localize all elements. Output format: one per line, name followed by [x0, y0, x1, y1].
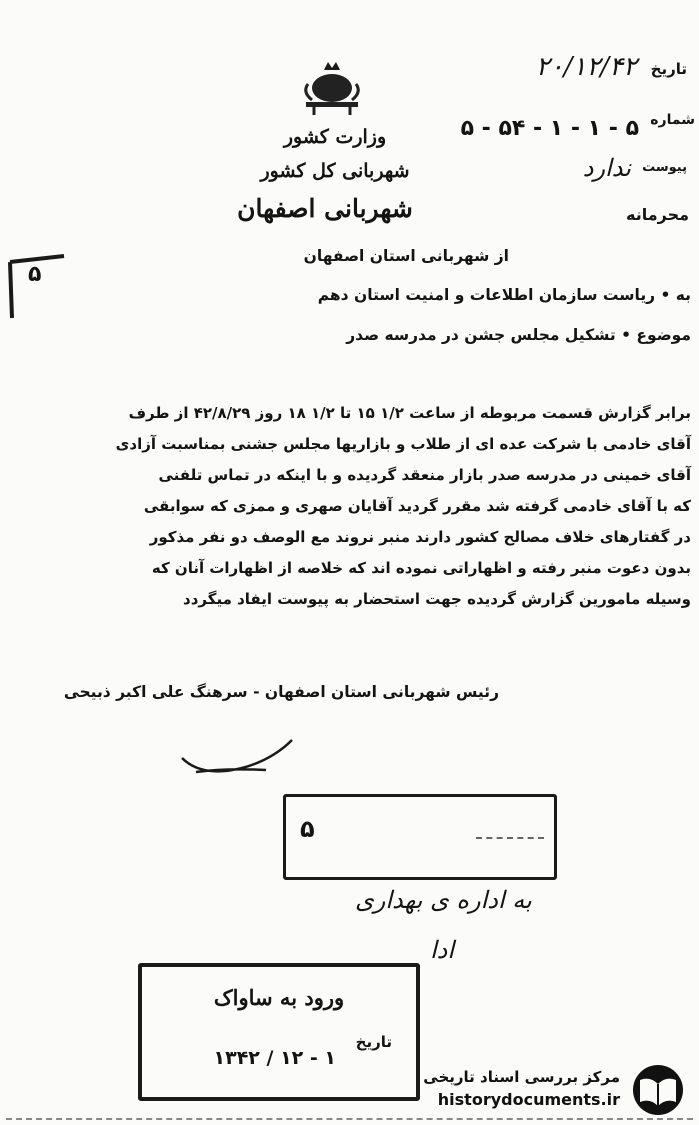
body-line: در گفتارهای خلاف مصالح کشور دارند منبر نروند مع الوصف دو نفر مذکور [149, 528, 691, 546]
body-line: برابر گزارش قسمت مربوطه از ساعت ۱/۲ ۱۵ تا ۱/۲ ۱۸ روز ۴۲/۸/۲۹ از طرف [128, 404, 691, 422]
attachment-value: ندارد [582, 154, 631, 182]
classification-label: محرمانه [625, 205, 689, 224]
savak-entry-stamp [138, 963, 420, 1101]
body-line: آقای خمینی در مدرسه صدر بازار منعقد گردیده و با اینکه در تماس تلفنی [158, 466, 691, 484]
open-book-icon [628, 1062, 690, 1118]
coat-of-arms-emblem [296, 58, 368, 120]
agency-title: شهربانی کل کشور [260, 160, 410, 182]
bottom-dashed-border [6, 1118, 693, 1120]
savak-stamp-date-label: تاریخ [355, 1033, 392, 1051]
subject-line: موضوع • تشکیل مجلس جشن در مدرسه صدر [346, 326, 691, 344]
body-line: وسیله مامورین گزارش گردیده جهت استحضار به پیوست ایفاد میگردد [183, 590, 691, 608]
from-line: از شهربانی استان اصفهان [303, 247, 509, 265]
body-line: که با آقای خادمی گرفته شد مقرر گردید آقایان صهری و ممزی که سوابقی [143, 497, 691, 515]
to-line: به • ریاست سازمان اطلاعات و امنیت استان دهم [317, 286, 691, 304]
watermark-name: مرکز بررسی اسناد تاریخی [423, 1068, 620, 1086]
body-paragraph [11, 404, 691, 621]
attachment-label: پیوست [642, 160, 687, 175]
body-line: آقای خادمی با شرکت عده ای از طلاب و بازاریها مجلس جشنی بمناسبت آزادی [115, 435, 691, 453]
date-value: ۲۰/۱۲/۴۲ [535, 52, 637, 82]
savak-stamp-title: ورود به ساواک [213, 985, 345, 1010]
signature-title: رئیس شهربانی استان اصفهان - سرهنگ علی اکبر ذبیحی [63, 683, 499, 701]
stamp-dashed-line [476, 837, 544, 839]
handwritten-note: به اداره ی بهداری [355, 886, 532, 914]
number-value: ۵ - ۱ - ۱ - ۵۴ - ۵ [460, 116, 639, 141]
handwritten-initials: ادا [430, 936, 455, 964]
handwritten-signature [176, 728, 296, 778]
registration-stamp-box [283, 794, 557, 880]
number-label: شماره [650, 112, 695, 128]
watermark-url: historydocuments.ir [437, 1090, 620, 1109]
office-title: شهربانی اصفهان [237, 194, 413, 223]
savak-stamp-date-value: ۱ - ۱۲ / ۱۳۴۲ [213, 1047, 336, 1069]
left-margin-number: ۵ [28, 262, 42, 287]
body-line: بدون دعوت منبر رفته و اظهاراتی نموده اند که خلاصه از اظهارات آنان که [151, 559, 691, 577]
stamp-number: ۵ [300, 815, 315, 843]
watermark [418, 1062, 694, 1118]
ministry-title: وزارت کشور [283, 126, 387, 148]
date-label: تاریخ [650, 60, 687, 78]
